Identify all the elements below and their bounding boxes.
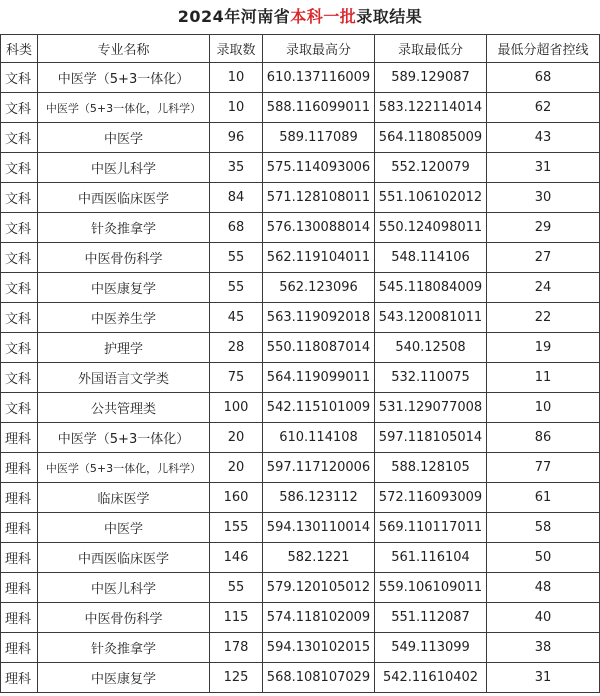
cell-over-line: 62 bbox=[487, 93, 600, 123]
cell-major: 中医学 bbox=[38, 123, 210, 153]
cell-max-score: 582.1221 bbox=[263, 543, 375, 573]
title-year-province: 2024年河南省 bbox=[177, 7, 291, 26]
cell-min-score: 542.11610402 bbox=[375, 663, 487, 693]
cell-max-score: 594.130110014 bbox=[263, 513, 375, 543]
cell-min-score: 540.12508 bbox=[375, 333, 487, 363]
cell-major: 中医康复学 bbox=[38, 663, 210, 693]
cell-category: 文科 bbox=[1, 183, 38, 213]
cell-category: 文科 bbox=[1, 273, 38, 303]
cell-max-score: 542.115101009 bbox=[263, 393, 375, 423]
cell-major: 中医学（5+3一体化） bbox=[38, 63, 210, 93]
table-row bbox=[1, 453, 600, 483]
cell-max-score: 579.120105012 bbox=[263, 573, 375, 603]
cell-min-score: 532.110075 bbox=[375, 363, 487, 393]
cell-max-score: 568.108107029 bbox=[263, 663, 375, 693]
cell-count: 10 bbox=[210, 93, 263, 123]
cell-max-score: 610.114108 bbox=[263, 423, 375, 453]
cell-major: 中医儿科学 bbox=[38, 573, 210, 603]
cell-major: 中医学（5+3一体化，儿科学） bbox=[38, 93, 210, 123]
table-row bbox=[1, 663, 600, 693]
cell-over-line: 31 bbox=[487, 153, 600, 183]
table-row bbox=[1, 243, 600, 273]
cell-category: 理科 bbox=[1, 513, 38, 543]
cell-min-score: 543.120081011 bbox=[375, 303, 487, 333]
cell-over-line: 40 bbox=[487, 603, 600, 633]
cell-major: 针灸推拿学 bbox=[38, 633, 210, 663]
cell-min-score: 545.118084009 bbox=[375, 273, 487, 303]
cell-major: 中医学 bbox=[38, 513, 210, 543]
cell-count: 55 bbox=[210, 573, 263, 603]
cell-over-line: 68 bbox=[487, 63, 600, 93]
cell-over-line: 43 bbox=[487, 123, 600, 153]
header-major: 专业名称 bbox=[38, 35, 210, 63]
table-row bbox=[1, 273, 600, 303]
table-row bbox=[1, 543, 600, 573]
cell-category: 理科 bbox=[1, 543, 38, 573]
cell-max-score: 586.123112 bbox=[263, 483, 375, 513]
cell-category: 文科 bbox=[1, 213, 38, 243]
cell-count: 35 bbox=[210, 153, 263, 183]
cell-count: 28 bbox=[210, 333, 263, 363]
cell-count: 125 bbox=[210, 663, 263, 693]
cell-count: 68 bbox=[210, 213, 263, 243]
cell-min-score: 561.116104 bbox=[375, 543, 487, 573]
cell-major: 中医养生学 bbox=[38, 303, 210, 333]
table-row bbox=[1, 483, 600, 513]
table-row bbox=[1, 333, 600, 363]
cell-major: 临床医学 bbox=[38, 483, 210, 513]
cell-count: 178 bbox=[210, 633, 263, 663]
header-max-score: 录取最高分 bbox=[263, 35, 375, 63]
table-row bbox=[1, 393, 600, 423]
table-row bbox=[1, 183, 600, 213]
cell-category: 理科 bbox=[1, 603, 38, 633]
cell-max-score: 562.123096 bbox=[263, 273, 375, 303]
cell-category: 文科 bbox=[1, 303, 38, 333]
cell-max-score: 597.117120006 bbox=[263, 453, 375, 483]
cell-max-score: 574.118102009 bbox=[263, 603, 375, 633]
cell-over-line: 48 bbox=[487, 573, 600, 603]
table-row bbox=[1, 123, 600, 153]
cell-max-score: 564.119099011 bbox=[263, 363, 375, 393]
cell-max-score: 571.128108011 bbox=[263, 183, 375, 213]
cell-min-score: 549.113099 bbox=[375, 633, 487, 663]
cell-category: 理科 bbox=[1, 663, 38, 693]
table-row bbox=[1, 603, 600, 633]
cell-over-line: 61 bbox=[487, 483, 600, 513]
cell-min-score: 583.122114014 bbox=[375, 93, 487, 123]
cell-count: 155 bbox=[210, 513, 263, 543]
cell-min-score: 597.118105014 bbox=[375, 423, 487, 453]
cell-category: 理科 bbox=[1, 573, 38, 603]
cell-over-line: 11 bbox=[487, 363, 600, 393]
cell-over-line: 50 bbox=[487, 543, 600, 573]
cell-over-line: 58 bbox=[487, 513, 600, 543]
cell-count: 146 bbox=[210, 543, 263, 573]
table-row bbox=[1, 303, 600, 333]
cell-min-score: 552.120079 bbox=[375, 153, 487, 183]
cell-major: 中医学（5+3一体化，儿科学） bbox=[38, 453, 210, 483]
cell-major: 中西医临床医学 bbox=[38, 543, 210, 573]
cell-max-score: 610.137116009 bbox=[263, 63, 375, 93]
cell-count: 45 bbox=[210, 303, 263, 333]
cell-over-line: 10 bbox=[487, 393, 600, 423]
cell-min-score: 569.110117011 bbox=[375, 513, 487, 543]
cell-min-score: 572.116093009 bbox=[375, 483, 487, 513]
cell-over-line: 38 bbox=[487, 633, 600, 663]
cell-max-score: 563.119092018 bbox=[263, 303, 375, 333]
header-over-line: 最低分超省控线 bbox=[487, 35, 600, 63]
table-row bbox=[1, 363, 600, 393]
cell-category: 理科 bbox=[1, 633, 38, 663]
cell-max-score: 589.117089 bbox=[263, 123, 375, 153]
table-row bbox=[1, 633, 600, 663]
cell-count: 96 bbox=[210, 123, 263, 153]
cell-category: 文科 bbox=[1, 393, 38, 423]
cell-min-score: 550.124098011 bbox=[375, 213, 487, 243]
cell-over-line: 86 bbox=[487, 423, 600, 453]
table-row bbox=[1, 513, 600, 543]
header-min-score: 录取最低分 bbox=[375, 35, 487, 63]
cell-major: 针灸推拿学 bbox=[38, 213, 210, 243]
cell-major: 中医康复学 bbox=[38, 273, 210, 303]
page-title bbox=[0, 0, 600, 34]
cell-count: 160 bbox=[210, 483, 263, 513]
cell-min-score: 548.114106 bbox=[375, 243, 487, 273]
cell-category: 理科 bbox=[1, 483, 38, 513]
cell-min-score: 564.118085009 bbox=[375, 123, 487, 153]
cell-max-score: 588.116099011 bbox=[263, 93, 375, 123]
cell-category: 理科 bbox=[1, 453, 38, 483]
cell-category: 文科 bbox=[1, 93, 38, 123]
cell-over-line: 31 bbox=[487, 663, 600, 693]
cell-major: 中医骨伤科学 bbox=[38, 603, 210, 633]
cell-min-score: 551.112087 bbox=[375, 603, 487, 633]
table-row bbox=[1, 153, 600, 183]
title-result: 录取结果 bbox=[356, 7, 423, 26]
cell-category: 文科 bbox=[1, 243, 38, 273]
cell-max-score: 576.130088014 bbox=[263, 213, 375, 243]
admission-results-table bbox=[0, 34, 600, 693]
cell-over-line: 19 bbox=[487, 333, 600, 363]
table-body bbox=[1, 63, 600, 693]
cell-category: 文科 bbox=[1, 153, 38, 183]
cell-major: 公共管理类 bbox=[38, 393, 210, 423]
cell-over-line: 27 bbox=[487, 243, 600, 273]
cell-count: 100 bbox=[210, 393, 263, 423]
cell-max-score: 550.118087014 bbox=[263, 333, 375, 363]
cell-major: 中医骨伤科学 bbox=[38, 243, 210, 273]
cell-count: 84 bbox=[210, 183, 263, 213]
cell-max-score: 562.119104011 bbox=[263, 243, 375, 273]
cell-major: 中医儿科学 bbox=[38, 153, 210, 183]
cell-category: 文科 bbox=[1, 333, 38, 363]
header-count: 录取数 bbox=[210, 35, 263, 63]
cell-max-score: 575.114093006 bbox=[263, 153, 375, 183]
cell-max-score: 594.130102015 bbox=[263, 633, 375, 663]
cell-category: 文科 bbox=[1, 63, 38, 93]
title-batch: 本科一批 bbox=[290, 7, 357, 26]
cell-min-score: 559.106109011 bbox=[375, 573, 487, 603]
table-header-row bbox=[1, 35, 600, 63]
cell-count: 115 bbox=[210, 603, 263, 633]
cell-count: 55 bbox=[210, 273, 263, 303]
table-row bbox=[1, 423, 600, 453]
cell-over-line: 77 bbox=[487, 453, 600, 483]
cell-over-line: 29 bbox=[487, 213, 600, 243]
table-row bbox=[1, 93, 600, 123]
cell-over-line: 24 bbox=[487, 273, 600, 303]
cell-min-score: 588.128105 bbox=[375, 453, 487, 483]
cell-major: 中医学（5+3一体化） bbox=[38, 423, 210, 453]
table-row bbox=[1, 63, 600, 93]
cell-over-line: 30 bbox=[487, 183, 600, 213]
cell-category: 理科 bbox=[1, 423, 38, 453]
cell-category: 文科 bbox=[1, 123, 38, 153]
table-row bbox=[1, 213, 600, 243]
cell-over-line: 22 bbox=[487, 303, 600, 333]
cell-min-score: 531.129077008 bbox=[375, 393, 487, 423]
cell-count: 20 bbox=[210, 423, 263, 453]
cell-min-score: 589.129087 bbox=[375, 63, 487, 93]
cell-major: 护理学 bbox=[38, 333, 210, 363]
cell-count: 20 bbox=[210, 453, 263, 483]
header-category: 科类 bbox=[1, 35, 38, 63]
table-row bbox=[1, 573, 600, 603]
cell-count: 75 bbox=[210, 363, 263, 393]
cell-count: 10 bbox=[210, 63, 263, 93]
cell-major: 外国语言文学类 bbox=[38, 363, 210, 393]
cell-category: 文科 bbox=[1, 363, 38, 393]
cell-major: 中西医临床医学 bbox=[38, 183, 210, 213]
cell-count: 55 bbox=[210, 243, 263, 273]
cell-min-score: 551.106102012 bbox=[375, 183, 487, 213]
